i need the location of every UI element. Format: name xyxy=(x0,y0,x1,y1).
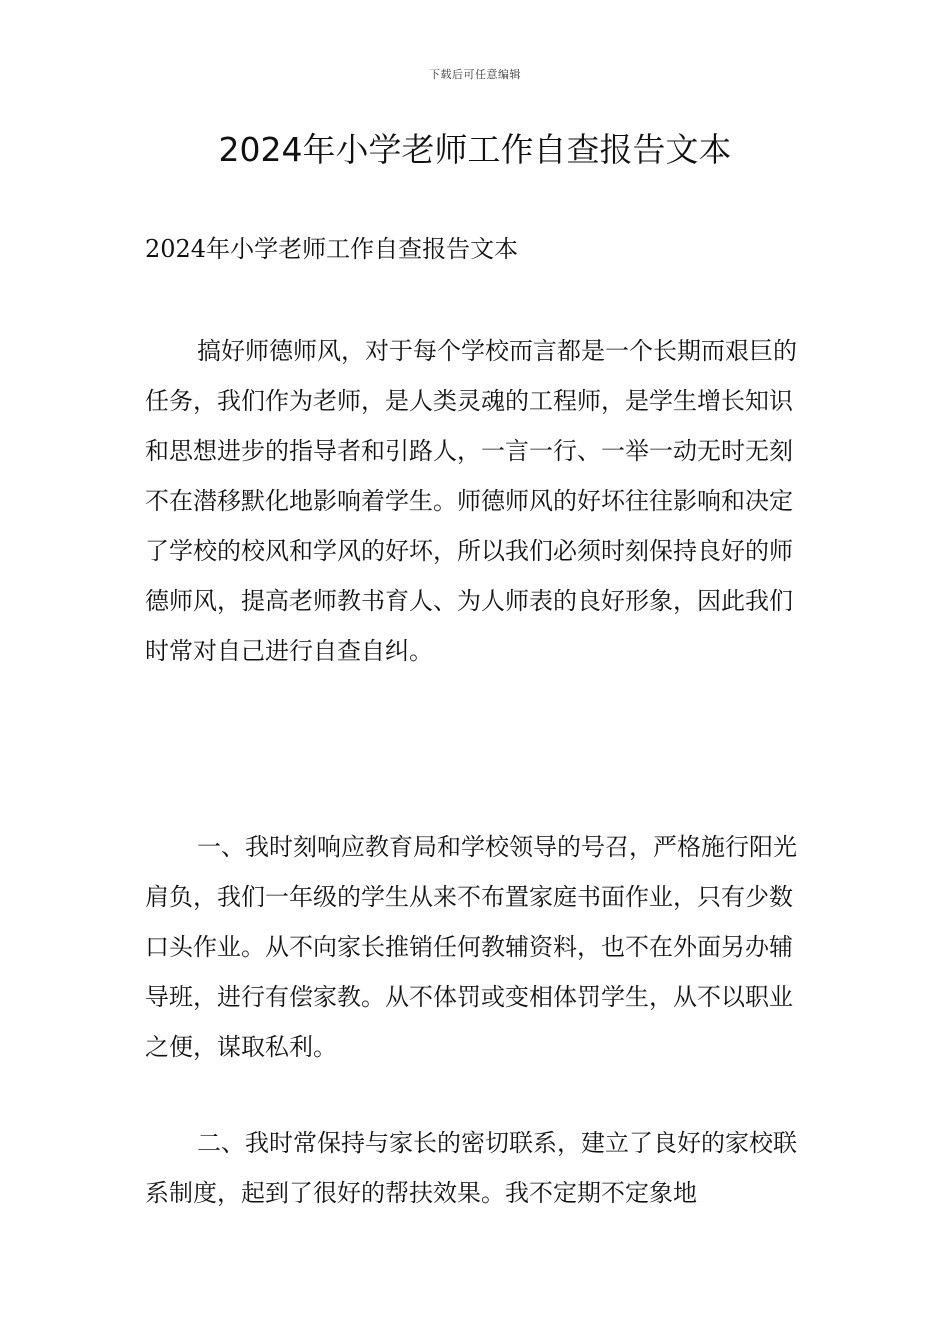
paragraph-item-2: 二、我时常保持与家长的密切联系，建立了良好的家校联系制度，起到了很好的帮扶效果。我不定期不定象地 xyxy=(145,1129,797,1207)
document-title: 2024年小学老师工作自查报告文本 xyxy=(218,130,732,169)
document-subtitle: 2024年小学老师工作自查报告文本 xyxy=(145,235,519,263)
header-note: 下载后可任意编辑 xyxy=(429,68,521,81)
paragraph-intro: 搞好师德师风，对于每个学校而言都是一个长期而艰巨的任务，我们作为老师，是人类灵魂的工程师，是学生增长知识和思想进步的指导者和引路人，一言一行、一举一动无时无刻不在潜移默化地影响着学生。师德师风的好坏往往影响和决定了学校的校风和学风的好坏，所以我们必须时刻保持良好的师德师风，提高老师教书育人、为人师表的良好形象，因此我们时常对自己进行自查自纠。 xyxy=(145,337,797,665)
paragraph-item-1: 一、我时刻响应教育局和学校领导的号召，严格施行阳光肩负，我们一年级的学生从来不布置家庭书面作业，只有少数口头作业。从不向家长推销任何教辅资料，也不在外面另办辅导班，进行有偿家教。从不体罚或变相体罚学生，从不以职业之便，谋取私利。 xyxy=(145,833,797,1061)
